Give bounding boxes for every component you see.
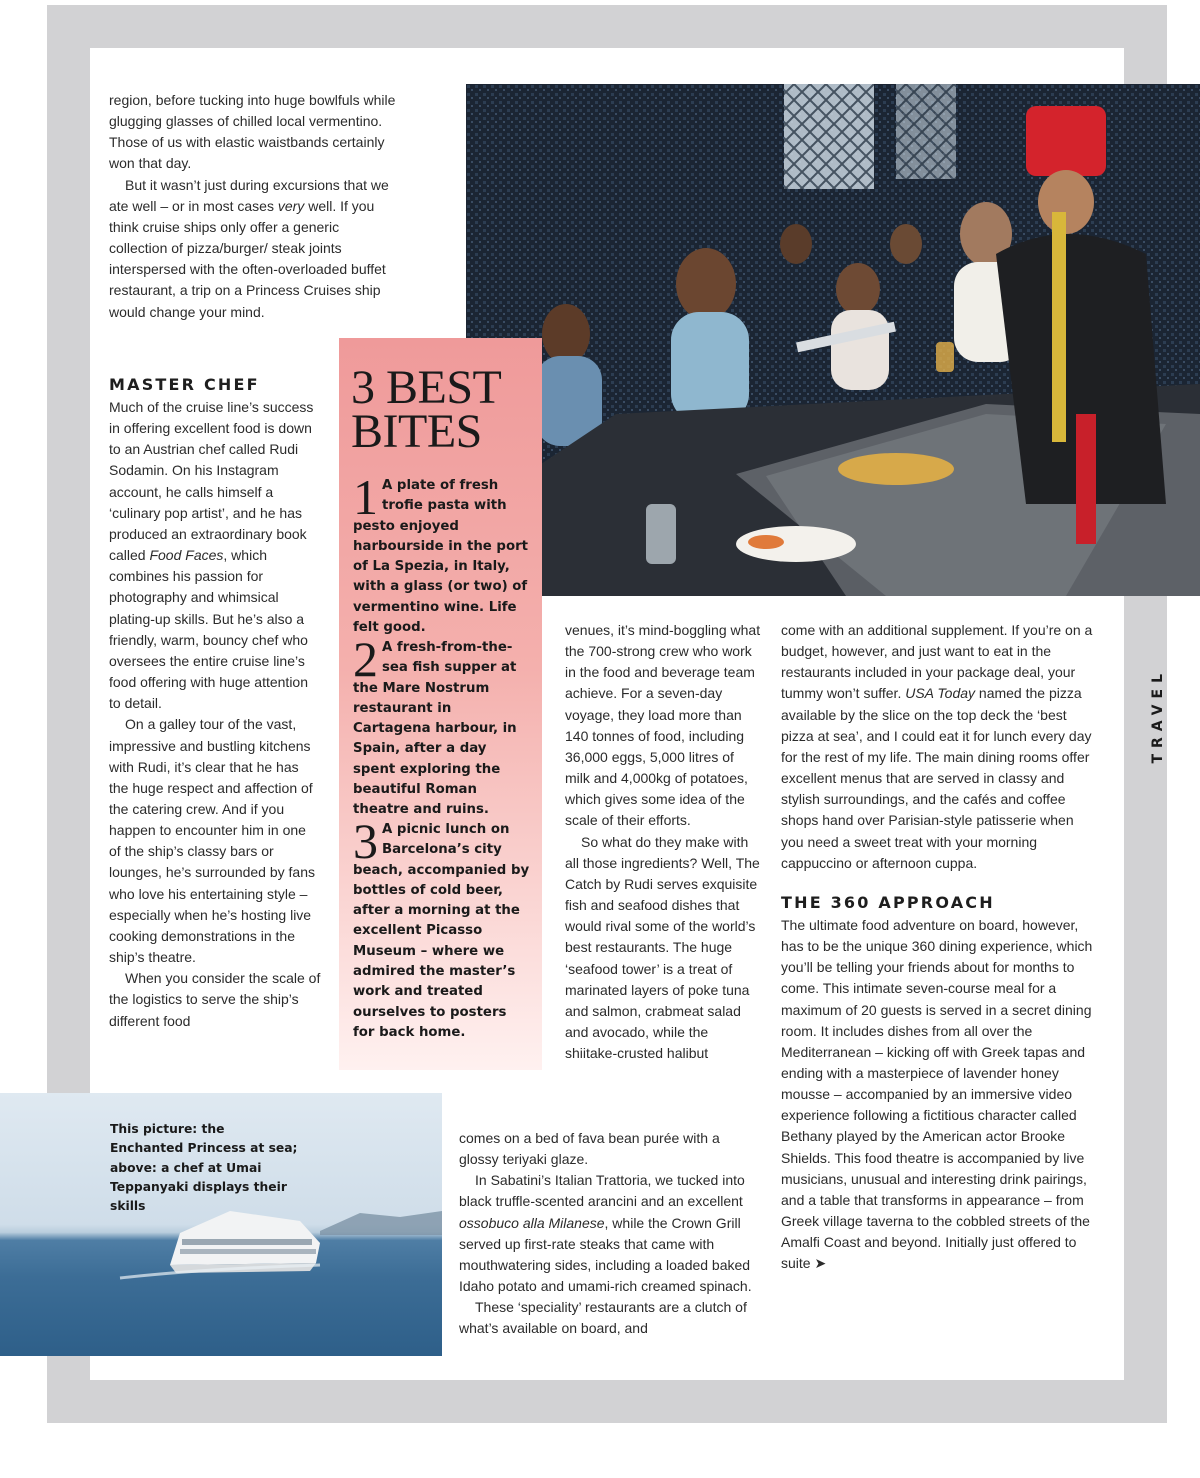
bite-number: 2 xyxy=(353,631,378,687)
article-column-2 xyxy=(565,620,761,1064)
paragraph: venues, it’s mind-boggling what the 700-strong crew who work in the food and beverage team achieve. For a seven-day voyage, they load more than 140 tonnes of food, including 36,000 eggs, 5,000 litres of milk and 4,000kg of potatoes, which gives some idea of the scale of their efforts. xyxy=(565,622,761,829)
paragraph: The ultimate food adventure on board, however, has to be the unique 360 dining experience, which you’ll be telling your friends about for months to come. This intimate seven-course meal for a maximum of 20 guests is served in a secret dining room. It includes dishes from all over the Mediterranean – kicking off with Greek tapas and ending with a masterpiece of lavender honey mousse – accompanied by an immersive video experience following a fictitious character called Bethany played by the American actor Brooke Shields. This food theatre is accompanied by live musicians, unusual and interesting drink pairings, and a table that transforms in appearance – from Greek village taverna to the cobbled streets of the Amalfi Coast and beyond. Initially just offered to suite ➤ xyxy=(781,916,1093,1272)
paragraph: Much of the cruise line’s success in offering excellent food is down to an Austrian chef called Rudi Sodamin. On his Instagram account, he calls himself a ‘culinary pop artist’, and he has produced an extraordinary book called Food Faces, which combines his passion for photography and whimsical plating-up skills. But he’s also a friendly, warm, bouncy chef who oversees the entire cruise line’s food offering with huge attention to detail. xyxy=(109,399,314,712)
bite-item: 1 A plate of fresh trofie pasta with pesto enjoyed harbourside in the port of La Spezia, in Italy, with a glass (or two) of vermentino wine. Life felt good. xyxy=(353,469,529,636)
section-heading-360-approach: THE 360 APPROACH xyxy=(781,892,995,912)
paragraph: When you consider the scale of the logistics to serve the ship’s different food xyxy=(109,970,321,1029)
teppanyaki-chef-photo xyxy=(466,84,1200,596)
photo-caption: This picture: the Enchanted Princess at sea; above: a chef at Umai Teppanyaki displays their skills xyxy=(110,1122,298,1214)
article-column-2-wide xyxy=(459,1128,761,1340)
best-bites-sidebar xyxy=(339,338,542,1070)
paragraph: These ‘speciality’ restaurants are a clutch of what’s available on board, and xyxy=(459,1299,747,1337)
continue-arrow-icon: ➤ xyxy=(814,1255,827,1272)
bite-number: 3 xyxy=(353,813,378,869)
section-heading-master-chef: MASTER CHEF xyxy=(109,375,260,394)
paragraph: On a galley tour of the vast, impressive and bustling kitchens with Rudi, it’s clear that he has the huge respect and affection of the catering crew. And if you happen to encounter him in one of the ship’s classy bars or lounges, he’s surrounded by fans who love his entertaining style – especially when he’s hosting live cooking demonstrations in the ship’s theatre. xyxy=(109,716,315,966)
emphasis: very xyxy=(277,197,305,214)
article-column-1 xyxy=(109,90,401,323)
bite-number: 1 xyxy=(353,469,378,525)
sidebar-title: 3 BEST BITES xyxy=(351,361,502,458)
paragraph: So what do they make with all those ingredients? Well, The Catch by Rudi serves exquisite fish and seafood dishes that would rival some of the world’s best restaurants. The huge ‘seafood tower’ is a treat of marinated layers of poke tuna and salmon, crabmeat salad and avocado, while the shiitake-crusted halibut xyxy=(565,833,760,1062)
bite-item: 3 A picnic lunch on Barcelona’s city beach, accompanied by bottles of cold beer, after a morning at the excellent Picasso Museum – where we admired the master’s work and treated ourselves to posters for back home. xyxy=(353,813,530,1040)
paragraph: region, before tucking into huge bowlfuls while glugging glasses of chilled local vermentino. Those of us with elastic waistbands certainly won that day. xyxy=(109,92,396,172)
article-column-1-lower xyxy=(109,362,321,1032)
section-label-travel: TRAVEL xyxy=(1150,668,1166,764)
cruise-ship-photo xyxy=(0,1093,442,1356)
emphasis: Food Faces xyxy=(149,547,224,564)
paragraph: In Sabatini’s Italian Trattoria, we tucked into black truffle-scented arancini and an excellent ossobuco alla Milanese, while the Crown Grill served up first-rate steaks that came with mouthwatering sides, including a loaded baked Idaho potato and umami-rich creamed spinach. xyxy=(459,1172,752,1295)
emphasis: USA Today xyxy=(905,685,976,702)
bite-item: 2 A fresh-from-the-sea fish supper at the Mare Nostrum restaurant in Cartagena harbour, in Spain, after a day spent exploring the beautiful Roman theatre and ruins. xyxy=(353,631,517,818)
paragraph: comes on a bed of fava bean purée with a glossy teriyaki glaze. xyxy=(459,1130,720,1168)
paragraph: come with an additional supplement. If you’re on a budget, however, and just want to eat in the restaurants included in your package deal, your tummy won’t suffer. USA Today named the pizza available by the slice on the top deck the ‘best pizza at sea’, and I could eat it for lunch every day for the rest of my life. The main dining rooms offer excellent menus that are served in classy and stylish surroundings, and the cafés and coffee shops hand over Parisian-style patisserie when you need a sweet treat with your morning cappuccino or afternoon cuppa. xyxy=(781,622,1093,871)
emphasis: ossobuco alla Milanese xyxy=(459,1214,605,1231)
paragraph: But it wasn’t just during excursions that we ate well – or in most cases very well. If you think cruise ships only offer a generic collection of pizza/burger/ steak joints interspersed with the often-overloaded buffet restaurant, a trip on a Princess Cruises ship would change your mind. xyxy=(109,176,389,320)
article-column-3 xyxy=(781,620,1096,1275)
